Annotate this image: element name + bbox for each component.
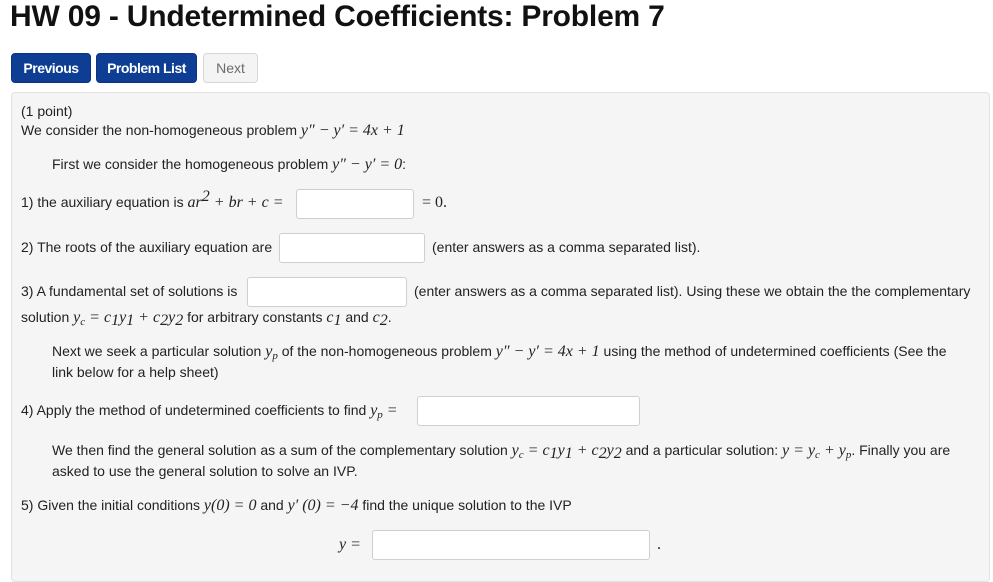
problem-list-button[interactable]: Problem List <box>96 53 197 83</box>
q2-text: 2) The roots of the auxiliary equation are <box>21 239 273 255</box>
page-title: HW 09 - Undetermined Coefficients: Problem 7 <box>10 0 665 33</box>
particular-text-c: using the method of undetermined coefficients (See the <box>603 343 947 359</box>
y-solution-input[interactable] <box>372 530 650 560</box>
general-text-c: . Finally you are <box>851 442 951 458</box>
next-button[interactable]: Next <box>203 53 258 83</box>
general-text-b: and a particular solution: <box>625 442 779 458</box>
aux-equation: $ar^2$ + br + c = <box>187 188 284 211</box>
particular-text-line2: link below for a help sheet) <box>52 364 219 380</box>
particular-text-a: Next we seek a particular solution <box>52 343 262 359</box>
homog-equation: y″ − y′ = 0 <box>332 156 403 173</box>
previous-button[interactable]: Previous <box>11 53 91 83</box>
constant-c2: $c_2$ <box>372 309 388 329</box>
constant-c1: $c_1$ <box>326 309 342 329</box>
intro-equation: y″ − y′ = 4x + 1 <box>300 122 405 139</box>
q3-line2 <box>21 309 392 329</box>
homog-text: First we consider the homogeneous problem <box>52 156 329 172</box>
homog-end: : <box>402 156 407 172</box>
q4-text: 4) Apply the method of undetermined coefficients to find <box>21 402 367 418</box>
q4-line <box>21 402 398 419</box>
q5-text-b: find the unique solution to the IVP <box>362 497 572 513</box>
q5-text-a: 5) Given the initial conditions <box>21 497 200 513</box>
yp-symbol: $y_p$ <box>265 343 278 362</box>
q1-line <box>21 188 284 211</box>
homog-line <box>52 156 406 173</box>
y-equals-label: y = <box>339 536 361 553</box>
aux-equation-input[interactable] <box>296 189 414 219</box>
q5-line <box>21 497 572 514</box>
q5-end: . <box>657 536 661 553</box>
q1-text: 1) the auxiliary equation is <box>21 194 184 210</box>
q3-line2-and: and <box>345 309 369 325</box>
initial-condition-1: y(0) = 0 <box>203 497 257 514</box>
q3-line2-end: . <box>387 309 392 325</box>
complementary-equation: $y_c = c_1y_1 + c_2y_2$ <box>73 309 184 329</box>
initial-condition-2: y′ (0) = −4 <box>287 497 359 514</box>
particular-text-b: of the non-homogeneous problem <box>281 343 492 359</box>
points-label: (1 point) <box>21 103 73 119</box>
q3-line2-b: for arbitrary constants <box>187 309 323 325</box>
general-text-a: We then find the general solution as a sum of the complementary solution <box>52 442 508 458</box>
yp-equals: $y_p$ = <box>370 402 398 421</box>
q2-hint: (enter answers as a comma separated list). <box>432 239 701 255</box>
intro-text: We consider the non-homogeneous problem <box>21 122 298 138</box>
yp-input[interactable] <box>417 396 640 426</box>
general-text-line2: asked to use the general solution to solve an IVP. <box>52 463 358 479</box>
general-line <box>52 442 951 462</box>
q3-line2-a: solution <box>21 309 70 325</box>
roots-input[interactable] <box>279 233 425 263</box>
particular-line <box>52 343 947 360</box>
nonhomog-equation: y″ − y′ = 4x + 1 <box>495 343 600 360</box>
general-complementary: $y_c = c_1y_1 + c_2y_2$ <box>511 442 622 462</box>
fundamental-set-input[interactable] <box>247 277 407 307</box>
intro-line <box>21 122 405 139</box>
q3-hint: (enter answers as a comma separated list). Using these we obtain the the complementary <box>414 283 971 299</box>
q5-and: and <box>260 497 284 513</box>
general-equation: $y = y_c + y_p$ <box>782 442 852 461</box>
q1-after: = 0. <box>422 194 448 211</box>
q3-text: 3) A fundamental set of solutions is <box>21 283 238 299</box>
